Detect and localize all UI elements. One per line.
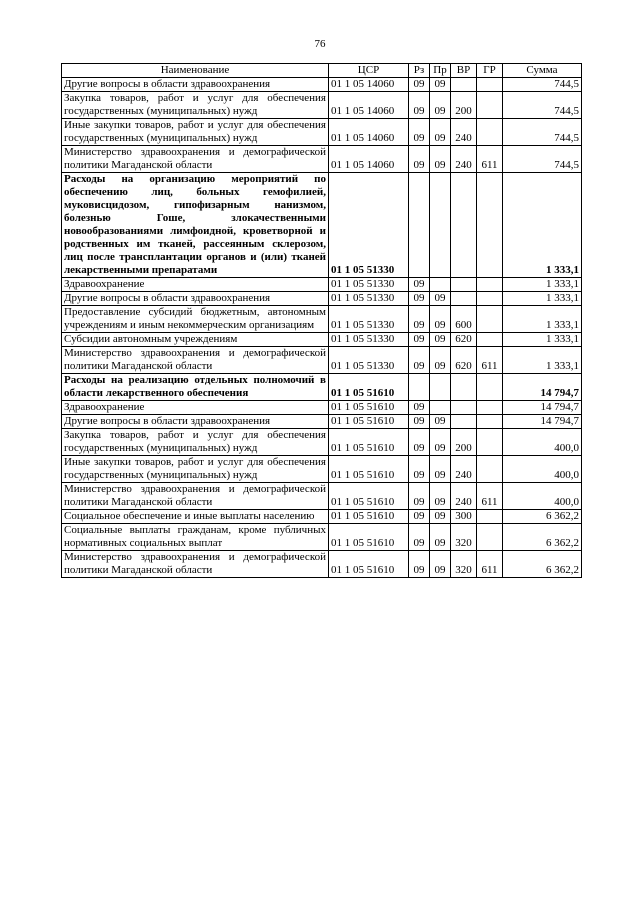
cell-vr xyxy=(451,401,477,415)
cell-rz: 09 xyxy=(409,278,430,292)
cell-sum: 744,5 xyxy=(503,92,582,119)
cell-rz xyxy=(409,173,430,278)
cell-name: Министерство здравоохранения и демографической политики Магаданской области xyxy=(62,551,329,578)
cell-csr: 01 1 05 51610 xyxy=(329,415,409,429)
table-body xyxy=(62,78,582,578)
cell-rz: 09 xyxy=(409,92,430,119)
cell-gr xyxy=(477,292,503,306)
cell-gr xyxy=(477,374,503,401)
cell-vr: 240 xyxy=(451,119,477,146)
cell-sum: 6 362,2 xyxy=(503,510,582,524)
header-sum: Сумма xyxy=(503,64,582,78)
budget-table xyxy=(61,63,582,578)
cell-rz: 09 xyxy=(409,333,430,347)
cell-vr xyxy=(451,78,477,92)
cell-vr: 600 xyxy=(451,306,477,333)
cell-vr: 240 xyxy=(451,483,477,510)
cell-vr: 620 xyxy=(451,347,477,374)
cell-name: Другие вопросы в области здравоохранения xyxy=(62,292,329,306)
table-row xyxy=(62,429,582,456)
cell-rz: 09 xyxy=(409,483,430,510)
cell-vr xyxy=(451,173,477,278)
table-row xyxy=(62,374,582,401)
cell-csr: 01 1 05 51610 xyxy=(329,456,409,483)
table-row xyxy=(62,306,582,333)
cell-csr: 01 1 05 51330 xyxy=(329,333,409,347)
cell-sum: 14 794,7 xyxy=(503,401,582,415)
cell-rz: 09 xyxy=(409,401,430,415)
table-header-row xyxy=(62,64,582,78)
cell-rz: 09 xyxy=(409,292,430,306)
cell-pr: 09 xyxy=(430,119,451,146)
table-row xyxy=(62,551,582,578)
cell-vr xyxy=(451,278,477,292)
cell-rz: 09 xyxy=(409,524,430,551)
cell-pr: 09 xyxy=(430,347,451,374)
table-row xyxy=(62,292,582,306)
cell-sum: 6 362,2 xyxy=(503,524,582,551)
cell-gr xyxy=(477,510,503,524)
cell-csr: 01 1 05 51610 xyxy=(329,483,409,510)
cell-csr: 01 1 05 51330 xyxy=(329,306,409,333)
cell-pr xyxy=(430,278,451,292)
cell-name: Другие вопросы в области здравоохранения xyxy=(62,78,329,92)
cell-csr: 01 1 05 14060 xyxy=(329,119,409,146)
cell-sum: 1 333,1 xyxy=(503,173,582,278)
cell-csr: 01 1 05 51610 xyxy=(329,510,409,524)
cell-sum: 1 333,1 xyxy=(503,306,582,333)
cell-sum: 744,5 xyxy=(503,119,582,146)
header-rz: Рз xyxy=(409,64,430,78)
cell-rz: 09 xyxy=(409,456,430,483)
cell-gr xyxy=(477,173,503,278)
cell-sum: 6 362,2 xyxy=(503,551,582,578)
cell-gr xyxy=(477,456,503,483)
cell-gr xyxy=(477,333,503,347)
cell-csr: 01 1 05 51330 xyxy=(329,347,409,374)
table-row xyxy=(62,524,582,551)
cell-csr: 01 1 05 51610 xyxy=(329,429,409,456)
table-row xyxy=(62,146,582,173)
cell-gr xyxy=(477,524,503,551)
cell-name: Другие вопросы в области здравоохранения xyxy=(62,415,329,429)
cell-pr: 09 xyxy=(430,456,451,483)
cell-sum: 14 794,7 xyxy=(503,374,582,401)
cell-rz: 09 xyxy=(409,429,430,456)
table-row xyxy=(62,415,582,429)
table-row xyxy=(62,456,582,483)
cell-rz xyxy=(409,374,430,401)
cell-csr: 01 1 05 51330 xyxy=(329,278,409,292)
cell-name: Иные закупки товаров, работ и услуг для обеспечения государственных (муниципальных) нужд xyxy=(62,456,329,483)
cell-csr: 01 1 05 51610 xyxy=(329,524,409,551)
cell-csr: 01 1 05 14060 xyxy=(329,92,409,119)
cell-pr: 09 xyxy=(430,306,451,333)
table-row xyxy=(62,483,582,510)
cell-rz: 09 xyxy=(409,78,430,92)
cell-pr: 09 xyxy=(430,78,451,92)
table-row xyxy=(62,173,582,278)
cell-pr: 09 xyxy=(430,510,451,524)
cell-gr: 611 xyxy=(477,551,503,578)
cell-sum: 1 333,1 xyxy=(503,333,582,347)
cell-csr: 01 1 05 14060 xyxy=(329,146,409,173)
page-number: 76 xyxy=(314,38,326,50)
cell-gr: 611 xyxy=(477,347,503,374)
cell-gr xyxy=(477,92,503,119)
header-name: Наименование xyxy=(62,64,329,78)
cell-pr xyxy=(430,374,451,401)
cell-csr: 01 1 05 51330 xyxy=(329,173,409,278)
table-row xyxy=(62,92,582,119)
cell-sum: 1 333,1 xyxy=(503,292,582,306)
cell-rz: 09 xyxy=(409,347,430,374)
cell-sum: 14 794,7 xyxy=(503,415,582,429)
cell-sum: 1 333,1 xyxy=(503,278,582,292)
cell-csr: 01 1 05 51610 xyxy=(329,401,409,415)
cell-name: Иные закупки товаров, работ и услуг для обеспечения государственных (муниципальных) нужд xyxy=(62,119,329,146)
cell-gr xyxy=(477,78,503,92)
cell-name: Расходы на организацию мероприятий по обеспечению лиц, больных гемофилией, муковисцидозом, гипофизарным нанизмом, болезнью Гоше, злокачественными новообразованиями лимфоидной, кроветворной и родственных им тканей, рассеянным склерозом, лиц после трансплантации органов и (или) тканей лекарственными препаратами xyxy=(62,173,329,278)
table-row xyxy=(62,278,582,292)
cell-rz: 09 xyxy=(409,306,430,333)
table-row xyxy=(62,78,582,92)
cell-vr: 200 xyxy=(451,92,477,119)
cell-vr: 320 xyxy=(451,524,477,551)
cell-csr: 01 1 05 14060 xyxy=(329,78,409,92)
cell-sum: 400,0 xyxy=(503,429,582,456)
table-row xyxy=(62,510,582,524)
cell-vr xyxy=(451,374,477,401)
cell-name: Предоставление субсидий бюджетным, автономным учреждениям и иным некоммерческим организациям xyxy=(62,306,329,333)
cell-sum: 744,5 xyxy=(503,146,582,173)
cell-name: Здравоохранение xyxy=(62,401,329,415)
cell-gr xyxy=(477,415,503,429)
cell-gr xyxy=(477,306,503,333)
cell-sum: 1 333,1 xyxy=(503,347,582,374)
cell-sum: 400,0 xyxy=(503,456,582,483)
cell-rz: 09 xyxy=(409,510,430,524)
cell-name: Министерство здравоохранения и демографической политики Магаданской области xyxy=(62,347,329,374)
cell-pr: 09 xyxy=(430,292,451,306)
cell-vr: 620 xyxy=(451,333,477,347)
cell-vr: 200 xyxy=(451,429,477,456)
cell-vr: 320 xyxy=(451,551,477,578)
cell-gr: 611 xyxy=(477,146,503,173)
cell-pr: 09 xyxy=(430,92,451,119)
cell-vr: 300 xyxy=(451,510,477,524)
cell-rz: 09 xyxy=(409,551,430,578)
table-row xyxy=(62,347,582,374)
cell-pr: 09 xyxy=(430,524,451,551)
cell-vr: 240 xyxy=(451,146,477,173)
table-row xyxy=(62,119,582,146)
cell-sum: 400,0 xyxy=(503,483,582,510)
cell-name: Расходы на реализацию отдельных полномочий в области лекарственного обеспечения xyxy=(62,374,329,401)
header-csr: ЦСР xyxy=(329,64,409,78)
cell-gr xyxy=(477,401,503,415)
cell-pr: 09 xyxy=(430,333,451,347)
cell-pr: 09 xyxy=(430,483,451,510)
cell-vr: 240 xyxy=(451,456,477,483)
cell-rz: 09 xyxy=(409,415,430,429)
cell-name: Социальные выплаты гражданам, кроме публичных нормативных социальных выплат xyxy=(62,524,329,551)
cell-name: Здравоохранение xyxy=(62,278,329,292)
header-pr: Пр xyxy=(430,64,451,78)
cell-pr: 09 xyxy=(430,146,451,173)
cell-name: Закупка товаров, работ и услуг для обеспечения государственных (муниципальных) нужд xyxy=(62,92,329,119)
cell-sum: 744,5 xyxy=(503,78,582,92)
cell-pr xyxy=(430,173,451,278)
cell-pr: 09 xyxy=(430,429,451,456)
cell-name: Министерство здравоохранения и демографической политики Магаданской области xyxy=(62,146,329,173)
table-row xyxy=(62,333,582,347)
cell-name: Закупка товаров, работ и услуг для обеспечения государственных (муниципальных) нужд xyxy=(62,429,329,456)
cell-csr: 01 1 05 51610 xyxy=(329,551,409,578)
cell-csr: 01 1 05 51330 xyxy=(329,292,409,306)
cell-gr xyxy=(477,429,503,456)
cell-gr: 611 xyxy=(477,483,503,510)
cell-vr xyxy=(451,292,477,306)
cell-name: Министерство здравоохранения и демографической политики Магаданской области xyxy=(62,483,329,510)
cell-csr: 01 1 05 51610 xyxy=(329,374,409,401)
cell-name: Социальное обеспечение и иные выплаты населению xyxy=(62,510,329,524)
cell-gr xyxy=(477,119,503,146)
cell-pr: 09 xyxy=(430,551,451,578)
header-gr: ГР xyxy=(477,64,503,78)
cell-vr xyxy=(451,415,477,429)
table-row xyxy=(62,401,582,415)
cell-rz: 09 xyxy=(409,119,430,146)
cell-pr: 09 xyxy=(430,415,451,429)
cell-gr xyxy=(477,278,503,292)
header-vr: ВР xyxy=(451,64,477,78)
cell-rz: 09 xyxy=(409,146,430,173)
cell-name: Субсидии автономным учреждениям xyxy=(62,333,329,347)
cell-pr xyxy=(430,401,451,415)
